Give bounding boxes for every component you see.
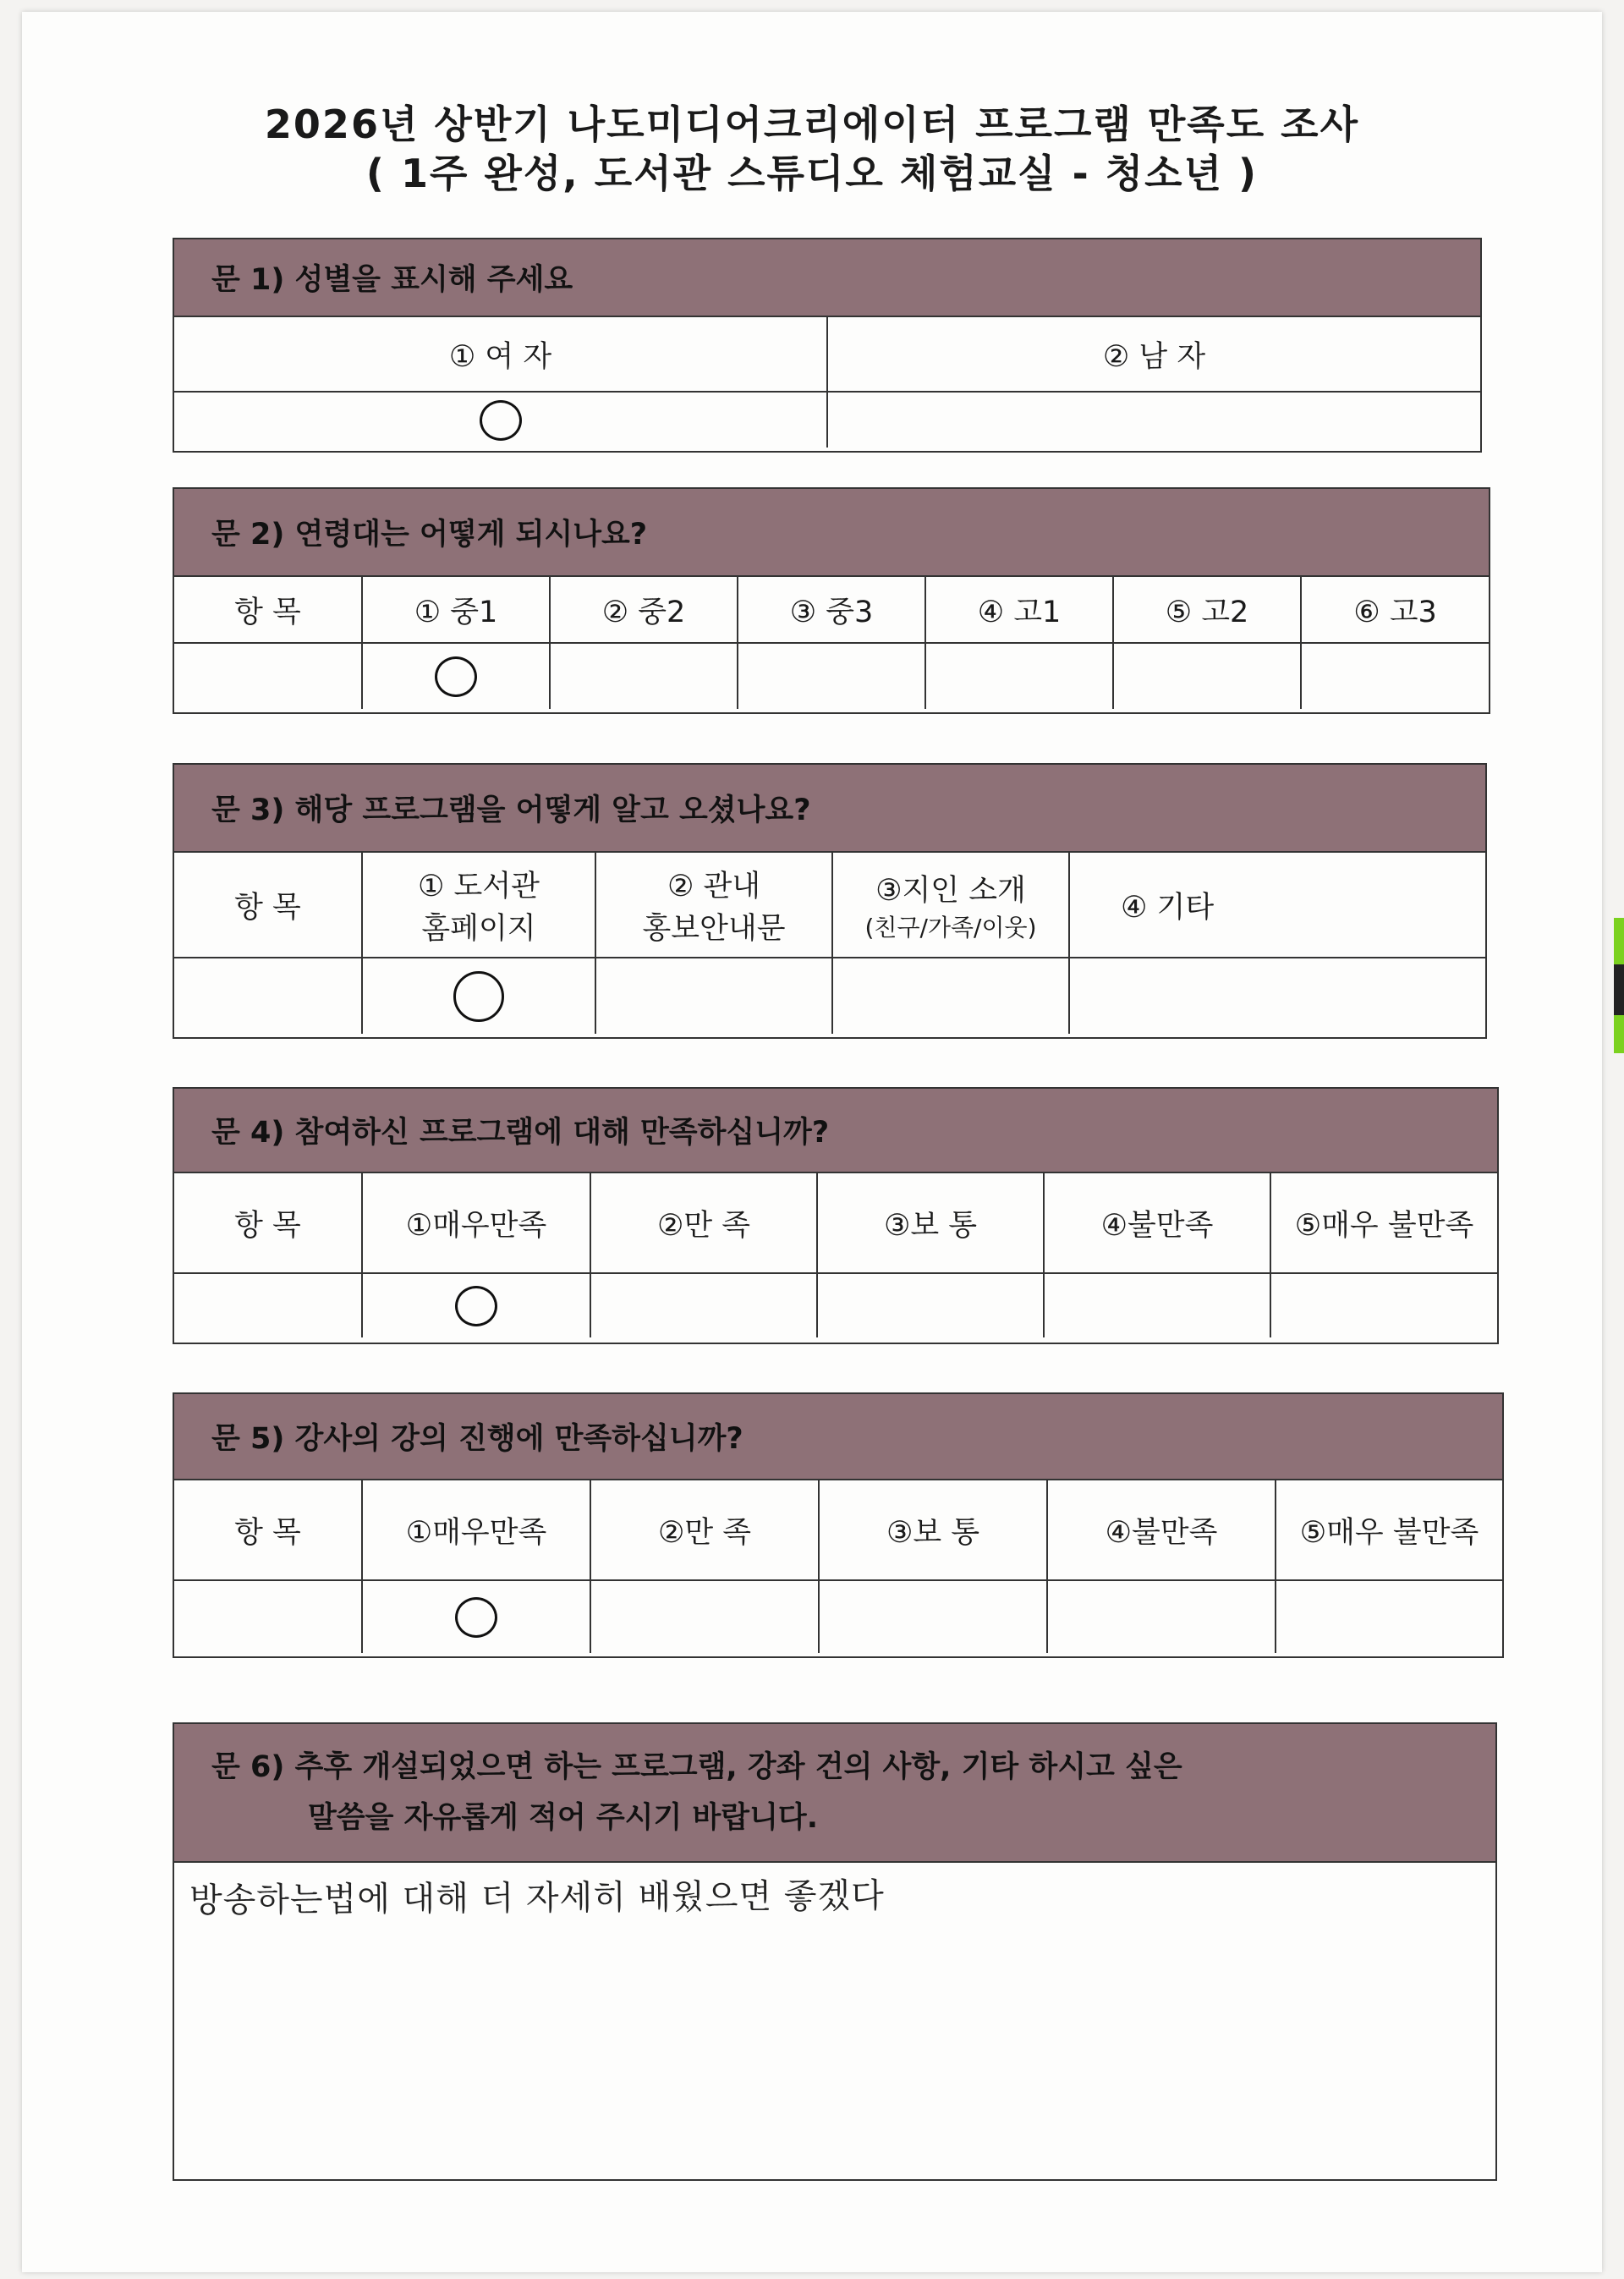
q5-answer-dissatisfied[interactable] (1047, 1580, 1276, 1653)
question-5-header (174, 1394, 1502, 1480)
q2-answer-m1[interactable] (362, 643, 550, 709)
q3-option-other (1069, 853, 1485, 958)
q2-answer-h1[interactable] (925, 643, 1113, 709)
title-line-1: 2026년 상반기 나도미디어크리에이터 프로그램 만족도 조사 (264, 102, 1360, 147)
title-line-2: ( 1주 완성, 도서관 스튜디오 체험교실 - 청소년 ) (365, 151, 1259, 196)
q2-option-m2: ② 중2 (550, 577, 738, 643)
q4-option-neutral: ③보 통 (817, 1173, 1044, 1273)
q3-answer-other[interactable] (1069, 958, 1485, 1034)
q3-option-other-label: ④ 기타 (1121, 890, 1215, 925)
question-1-header (174, 239, 1480, 317)
q4-option-very-dissatisfied: ⑤매우 불만족 (1270, 1173, 1497, 1273)
q2-option-m1: ① 중1 (362, 577, 550, 643)
question-6-answer-area[interactable] (174, 1863, 1495, 2177)
question-6-text-line1: 문 6) 추후 개설되었으면 하는 프로그램, 강좌 건의 사항, 기타 하시고 싶은 (211, 1750, 1182, 1784)
q5-answer-neutral[interactable] (819, 1580, 1047, 1653)
q2-answer-h2[interactable] (1113, 643, 1301, 709)
q3-answer-notice[interactable] (595, 958, 832, 1034)
q1-answer-male[interactable] (827, 392, 1480, 448)
question-4-text: 문 4) 참여하신 프로그램에 대해 만족하십니까? (211, 1116, 830, 1150)
selected-circle-mark (435, 656, 477, 697)
q4-answer-label-cell (174, 1273, 362, 1337)
question-2-table (174, 577, 1489, 709)
question-2-header (174, 489, 1489, 577)
q4-answer-dissatisfied[interactable] (1044, 1273, 1270, 1337)
q2-answer-h3[interactable] (1301, 643, 1489, 709)
q3-option-homepage (362, 853, 595, 958)
q5-answer-label-cell (174, 1580, 362, 1653)
question-5-box (173, 1392, 1504, 1658)
handwritten-answer: 방송하는법에 대해 더 자세히 배웠으면 좋겠다 (189, 1876, 885, 1920)
question-3-header (174, 765, 1485, 853)
q4-header-label: 항 목 (174, 1173, 362, 1273)
question-1-box (173, 238, 1482, 453)
q2-answer-label-cell (174, 643, 362, 709)
question-4-header (174, 1089, 1497, 1173)
q3-option-notice-line1: ② 관내 (667, 869, 761, 903)
edge-tab-mark-dark (1614, 964, 1624, 1015)
question-4-table (174, 1173, 1497, 1337)
question-3-text: 문 3) 해당 프로그램을 어떻게 알고 오셨나요? (211, 794, 811, 827)
question-1-table (174, 317, 1480, 448)
selected-circle-mark (453, 971, 504, 1022)
q3-answer-homepage[interactable] (362, 958, 595, 1034)
question-6-box (173, 1722, 1497, 2181)
q3-answer-referral[interactable] (832, 958, 1069, 1034)
q4-answer-neutral[interactable] (817, 1273, 1044, 1337)
q4-option-dissatisfied: ④불만족 (1044, 1173, 1270, 1273)
q5-option-dissatisfied: ④불만족 (1047, 1480, 1276, 1580)
q3-answer-label-cell (174, 958, 362, 1034)
q2-header-label: 항 목 (174, 577, 362, 643)
q2-option-h3: ⑥ 고3 (1301, 577, 1489, 643)
question-2-box (173, 487, 1490, 714)
selected-circle-mark (455, 1597, 497, 1638)
selected-circle-mark (455, 1286, 497, 1326)
question-5-text: 문 5) 강사의 강의 진행에 만족하십니까? (211, 1422, 743, 1456)
question-3-table (174, 853, 1485, 1034)
q5-answer-very-satisfied[interactable] (362, 1580, 590, 1653)
q4-answer-satisfied[interactable] (590, 1273, 817, 1337)
q4-answer-very-satisfied[interactable] (362, 1273, 590, 1337)
survey-title (0, 100, 1624, 198)
q1-option-male: ② 남 자 (827, 317, 1480, 392)
q5-option-satisfied: ②만 족 (590, 1480, 819, 1580)
q3-option-homepage-line2: 홈페이지 (421, 911, 536, 946)
q5-answer-very-dissatisfied[interactable] (1276, 1580, 1502, 1653)
q2-option-m3: ③ 중3 (738, 577, 925, 643)
question-4-box (173, 1087, 1499, 1344)
question-5-table (174, 1480, 1502, 1653)
q5-header-label: 항 목 (174, 1480, 362, 1580)
q5-option-very-dissatisfied: ⑤매우 불만족 (1276, 1480, 1502, 1580)
q5-option-very-satisfied: ①매우만족 (362, 1480, 590, 1580)
question-2-text: 문 2) 연령대는 어떻게 되시나요? (211, 518, 648, 552)
q4-answer-very-dissatisfied[interactable] (1270, 1273, 1497, 1337)
q4-option-very-satisfied: ①매우만족 (362, 1173, 590, 1273)
q5-answer-satisfied[interactable] (590, 1580, 819, 1653)
q3-option-referral-line2: (친구/가족/이웃) (864, 913, 1037, 942)
q3-header-label: 항 목 (174, 853, 362, 958)
question-6-header (174, 1724, 1495, 1863)
q1-option-female: ① 여 자 (174, 317, 827, 392)
q3-option-notice (595, 853, 832, 958)
q2-answer-m2[interactable] (550, 643, 738, 709)
question-6-text-line2: 말씀을 자유롭게 적어 주시기 바랍니다. (308, 1801, 818, 1835)
q3-option-referral-line1: ③지인 소개 (875, 873, 1026, 908)
q3-option-referral (832, 853, 1069, 958)
q2-answer-m3[interactable] (738, 643, 925, 709)
question-1-text: 문 1) 성별을 표시해 주세요 (211, 263, 573, 297)
q5-option-neutral: ③보 통 (819, 1480, 1047, 1580)
q4-option-satisfied: ②만 족 (590, 1173, 817, 1273)
selected-circle-mark (480, 400, 522, 441)
question-3-box (173, 763, 1487, 1039)
q3-option-notice-line2: 홍보안내문 (642, 911, 786, 946)
q1-answer-female[interactable] (174, 392, 827, 448)
q3-option-homepage-line1: ① 도서관 (418, 869, 540, 903)
q2-option-h2: ⑤ 고2 (1113, 577, 1301, 643)
q2-option-h1: ④ 고1 (925, 577, 1113, 643)
